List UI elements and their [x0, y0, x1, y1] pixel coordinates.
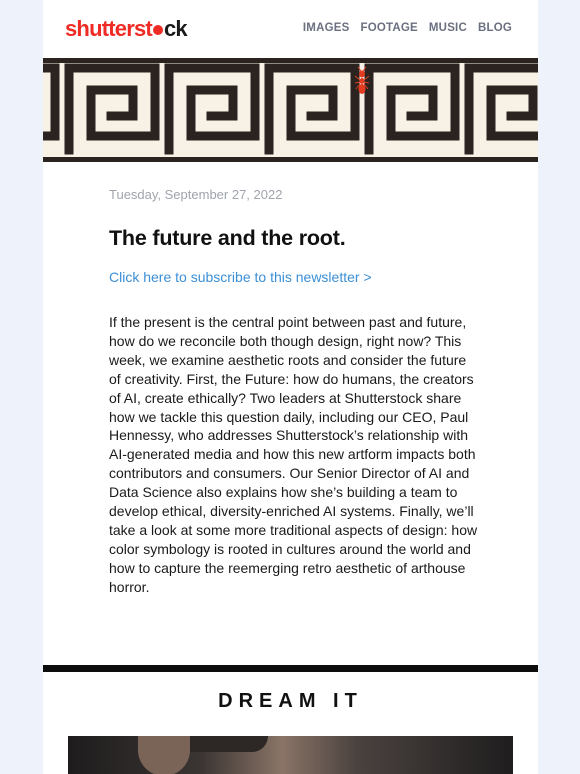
email-header [43, 0, 538, 58]
logo-suffix: ck [163, 16, 187, 41]
article-title: The future and the root. [109, 226, 346, 250]
nav-music[interactable]: MUSIC [428, 22, 467, 34]
shutterstock-logo[interactable] [65, 17, 187, 41]
section-title: DREAM IT [218, 690, 363, 712]
newsletter-email [43, 0, 538, 774]
section-divider [43, 665, 538, 672]
nav-images[interactable]: IMAGES [302, 22, 350, 34]
subscribe-link[interactable]: Click here to subscribe to this newsletter > [109, 269, 372, 285]
banner-bottom-border [43, 157, 538, 162]
section-photo[interactable] [68, 736, 513, 774]
article-content [109, 186, 479, 597]
nav-blog[interactable]: BLOG [477, 22, 512, 34]
photo-hair-shape [188, 736, 268, 752]
article-date: Tuesday, September 27, 2022 [109, 187, 283, 202]
header-nav [303, 22, 512, 34]
greek-key-banner [43, 58, 538, 162]
logo-stop-icon [153, 25, 163, 35]
nav-footage[interactable]: FOOTAGE [360, 22, 418, 34]
logo-prefix: shutterst [65, 16, 152, 41]
photo-face-shape [138, 736, 190, 774]
banner-top-border [43, 58, 538, 63]
article-body: If the present is the central point between past and future, how do we reconcile both though design, right now? This week, we examine aesthetic roots and consider the future of creativity. First, the Future: how do humans, the creators of AI, create ethically? Two leaders at Shutterstock share how we tackle this question daily, including our CEO, Paul Hennessy, who addresses Shutterstock’s relationship with AI-generated media and how this new artform impacts both contributors and consumers. Our Senior Director of AI and Data Science also explains how she’s building a team to develop ethical, diversity-enriched AI systems. Finally, we’ll take a look at some more traditional aspects of design: how color symbology is rooted in cultures around the world and how to capture the reemerging retro aesthetic of arthouse horror. [109, 314, 478, 595]
